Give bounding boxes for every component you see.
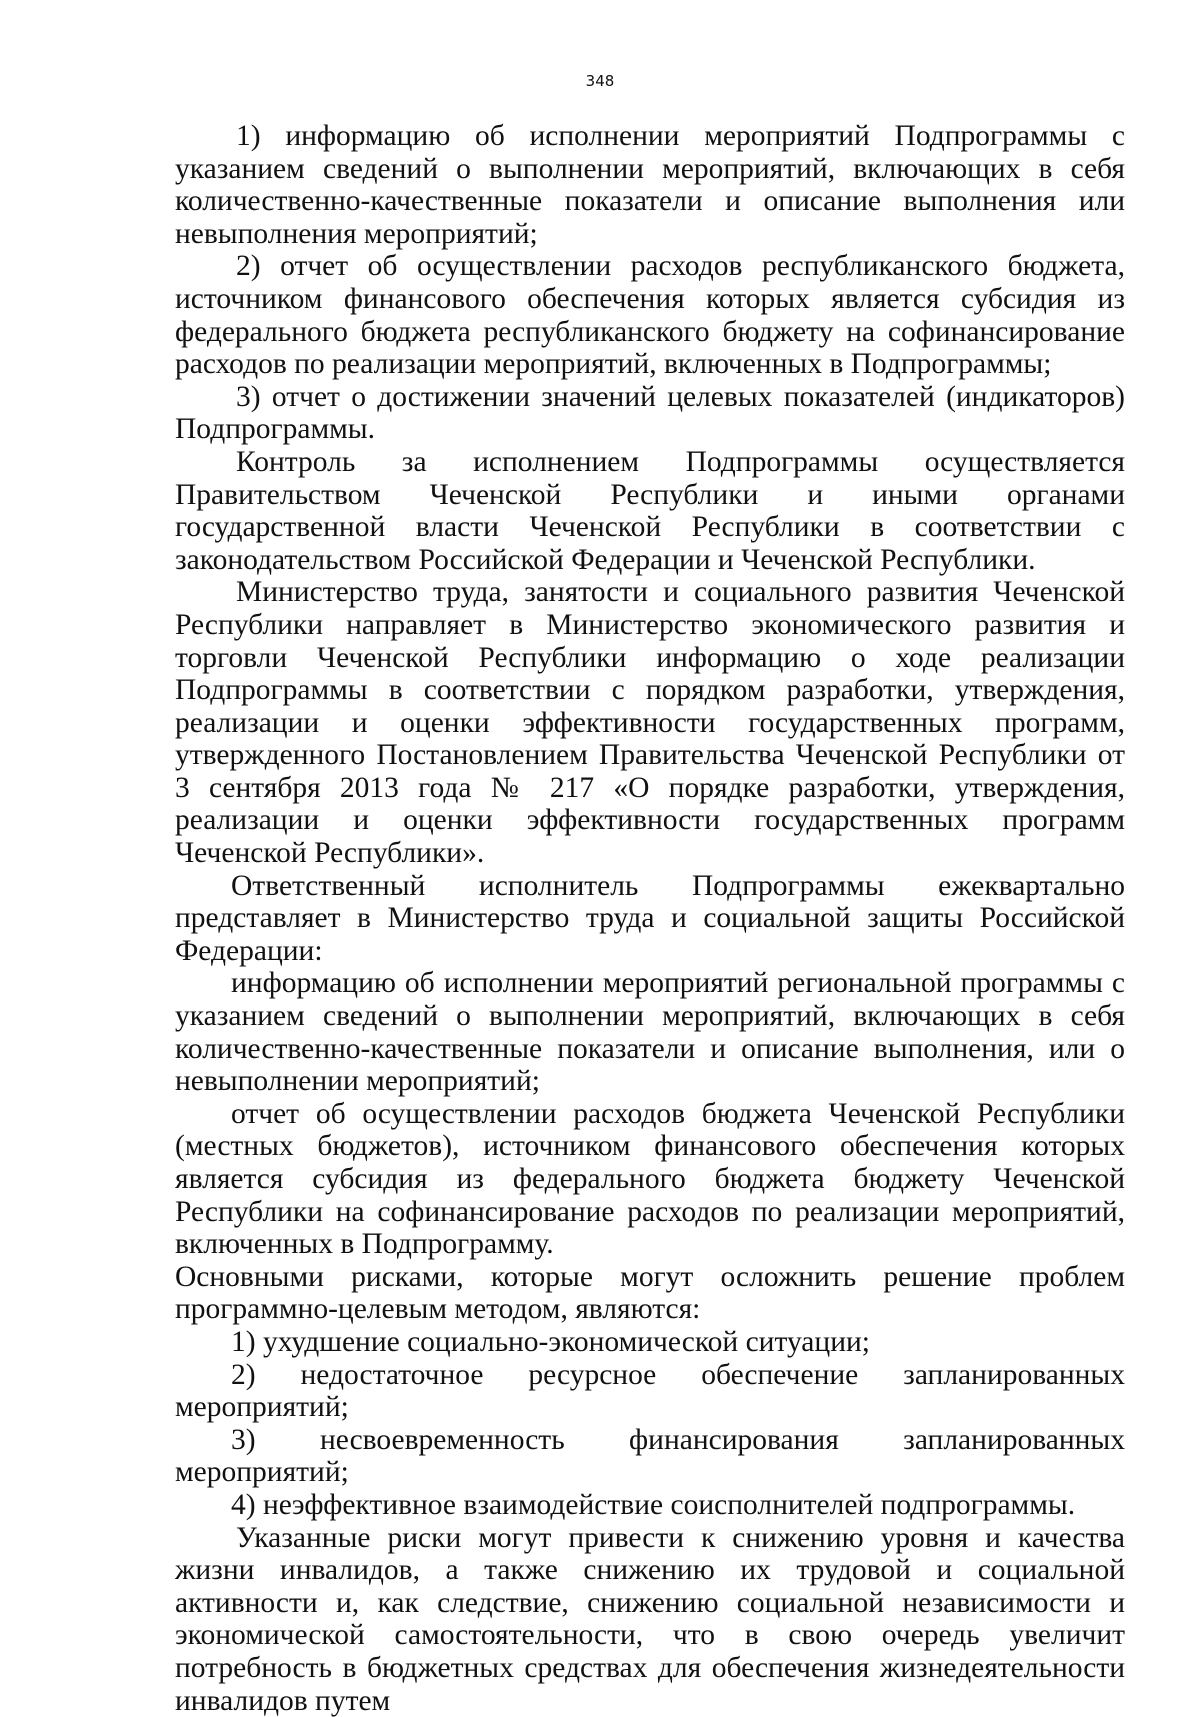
paragraph-report-info: 1) информацию об исполнении мероприятий Подпрограммы с указанием сведений о выполнении мероприятий, включающих в себя количественно-качественные показатели и описание выполнения или невыполнения мероприятий; xyxy=(175,120,1125,250)
list-item-risk-1: 1) ухудшение социально-экономической ситуации; xyxy=(231,1325,870,1358)
paragraph-budget-report: отчет об осуществлении расходов бюджета Чеченской Республики (местных бюджетов), источником финансового обеспечения которых является субсидия из федерального бюджета бюджету Чеченской Республики на софинансирование расходов по реализации мероприятий, включенных в Подпрограмму. xyxy=(175,1097,1125,1261)
list-item-risk-2: 2) недостаточное ресурсное обеспечение запланированных мероприятий; xyxy=(175,1358,1125,1424)
list-item-risk-4: 4) неэффективное взаимодействие соисполнителей подпрограммы. xyxy=(231,1488,1076,1521)
paragraph-ministry: Министерство труда, занятости и социального развития Чеченской Республики направляет в Министерство экономического развития и торговли Чеченской Республики информацию о ходе реализации Подпрограммы в соответствии с порядком разработки, утверждения, реализации и оценки эффективности государственных программ, утвержденного Постановлением Правительства Чеченской Республики от 3 сентября 2013 года № 217 «О порядке разработки, утверждения, реализации и оценки эффективности государственных программ Чеченской Республики». xyxy=(175,576,1125,870)
paragraph-responsible-executor: Ответственный исполнитель Подпрограммы ежеквартально представляет в Министерство труда и социальной защиты Российской Федерации: xyxy=(175,869,1125,967)
page-number: 348 xyxy=(585,72,615,90)
paragraph-risk-consequences: Указанные риски могут привести к снижению уровня и качества жизни инвалидов, а также снижению их трудовой и социальной активности и, как следствие, снижению социальной независимости и экономической самостоятельности, что в свою очередь увеличит потребность в бюджетных средствах для обеспечения жизнедеятельности инвалидов путем xyxy=(175,1521,1125,1717)
paragraph-report-indicators: 3) отчет о достижении значений целевых показателей (индикаторов) Подпрограммы. xyxy=(175,380,1125,446)
paragraph-report-expenses: 2) отчет об осуществлении расходов республиканского бюджета, источником финансового обеспечения которых является субсидия из федерального бюджета республиканского бюджету на софинансирование расходов по реализации мероприятий, включенных в Подпрограммы; xyxy=(175,250,1125,381)
paragraph-risks-intro: Основными рисками, которые могут осложнить решение проблем программно-целевым методом, являются: xyxy=(175,1260,1125,1326)
document-body xyxy=(175,120,1125,1717)
paragraph-regional-info: информацию об исполнении мероприятий региональной программы с указанием сведений о выполнении мероприятий, включающих в себя количественно-качественные показатели и описание выполнения, или о невыполнении мероприятий; xyxy=(175,967,1125,1098)
list-item-risk-3: 3) несвоевременность финансирования запланированных мероприятий; xyxy=(175,1423,1125,1489)
paragraph-control: Контроль за исполнением Подпрограммы осуществляется Правительством Чеченской Республики и иными органами государственной власти Чеченской Республики в соответствии с законодательством Российской Федерации и Чеченской Республики. xyxy=(175,445,1125,576)
